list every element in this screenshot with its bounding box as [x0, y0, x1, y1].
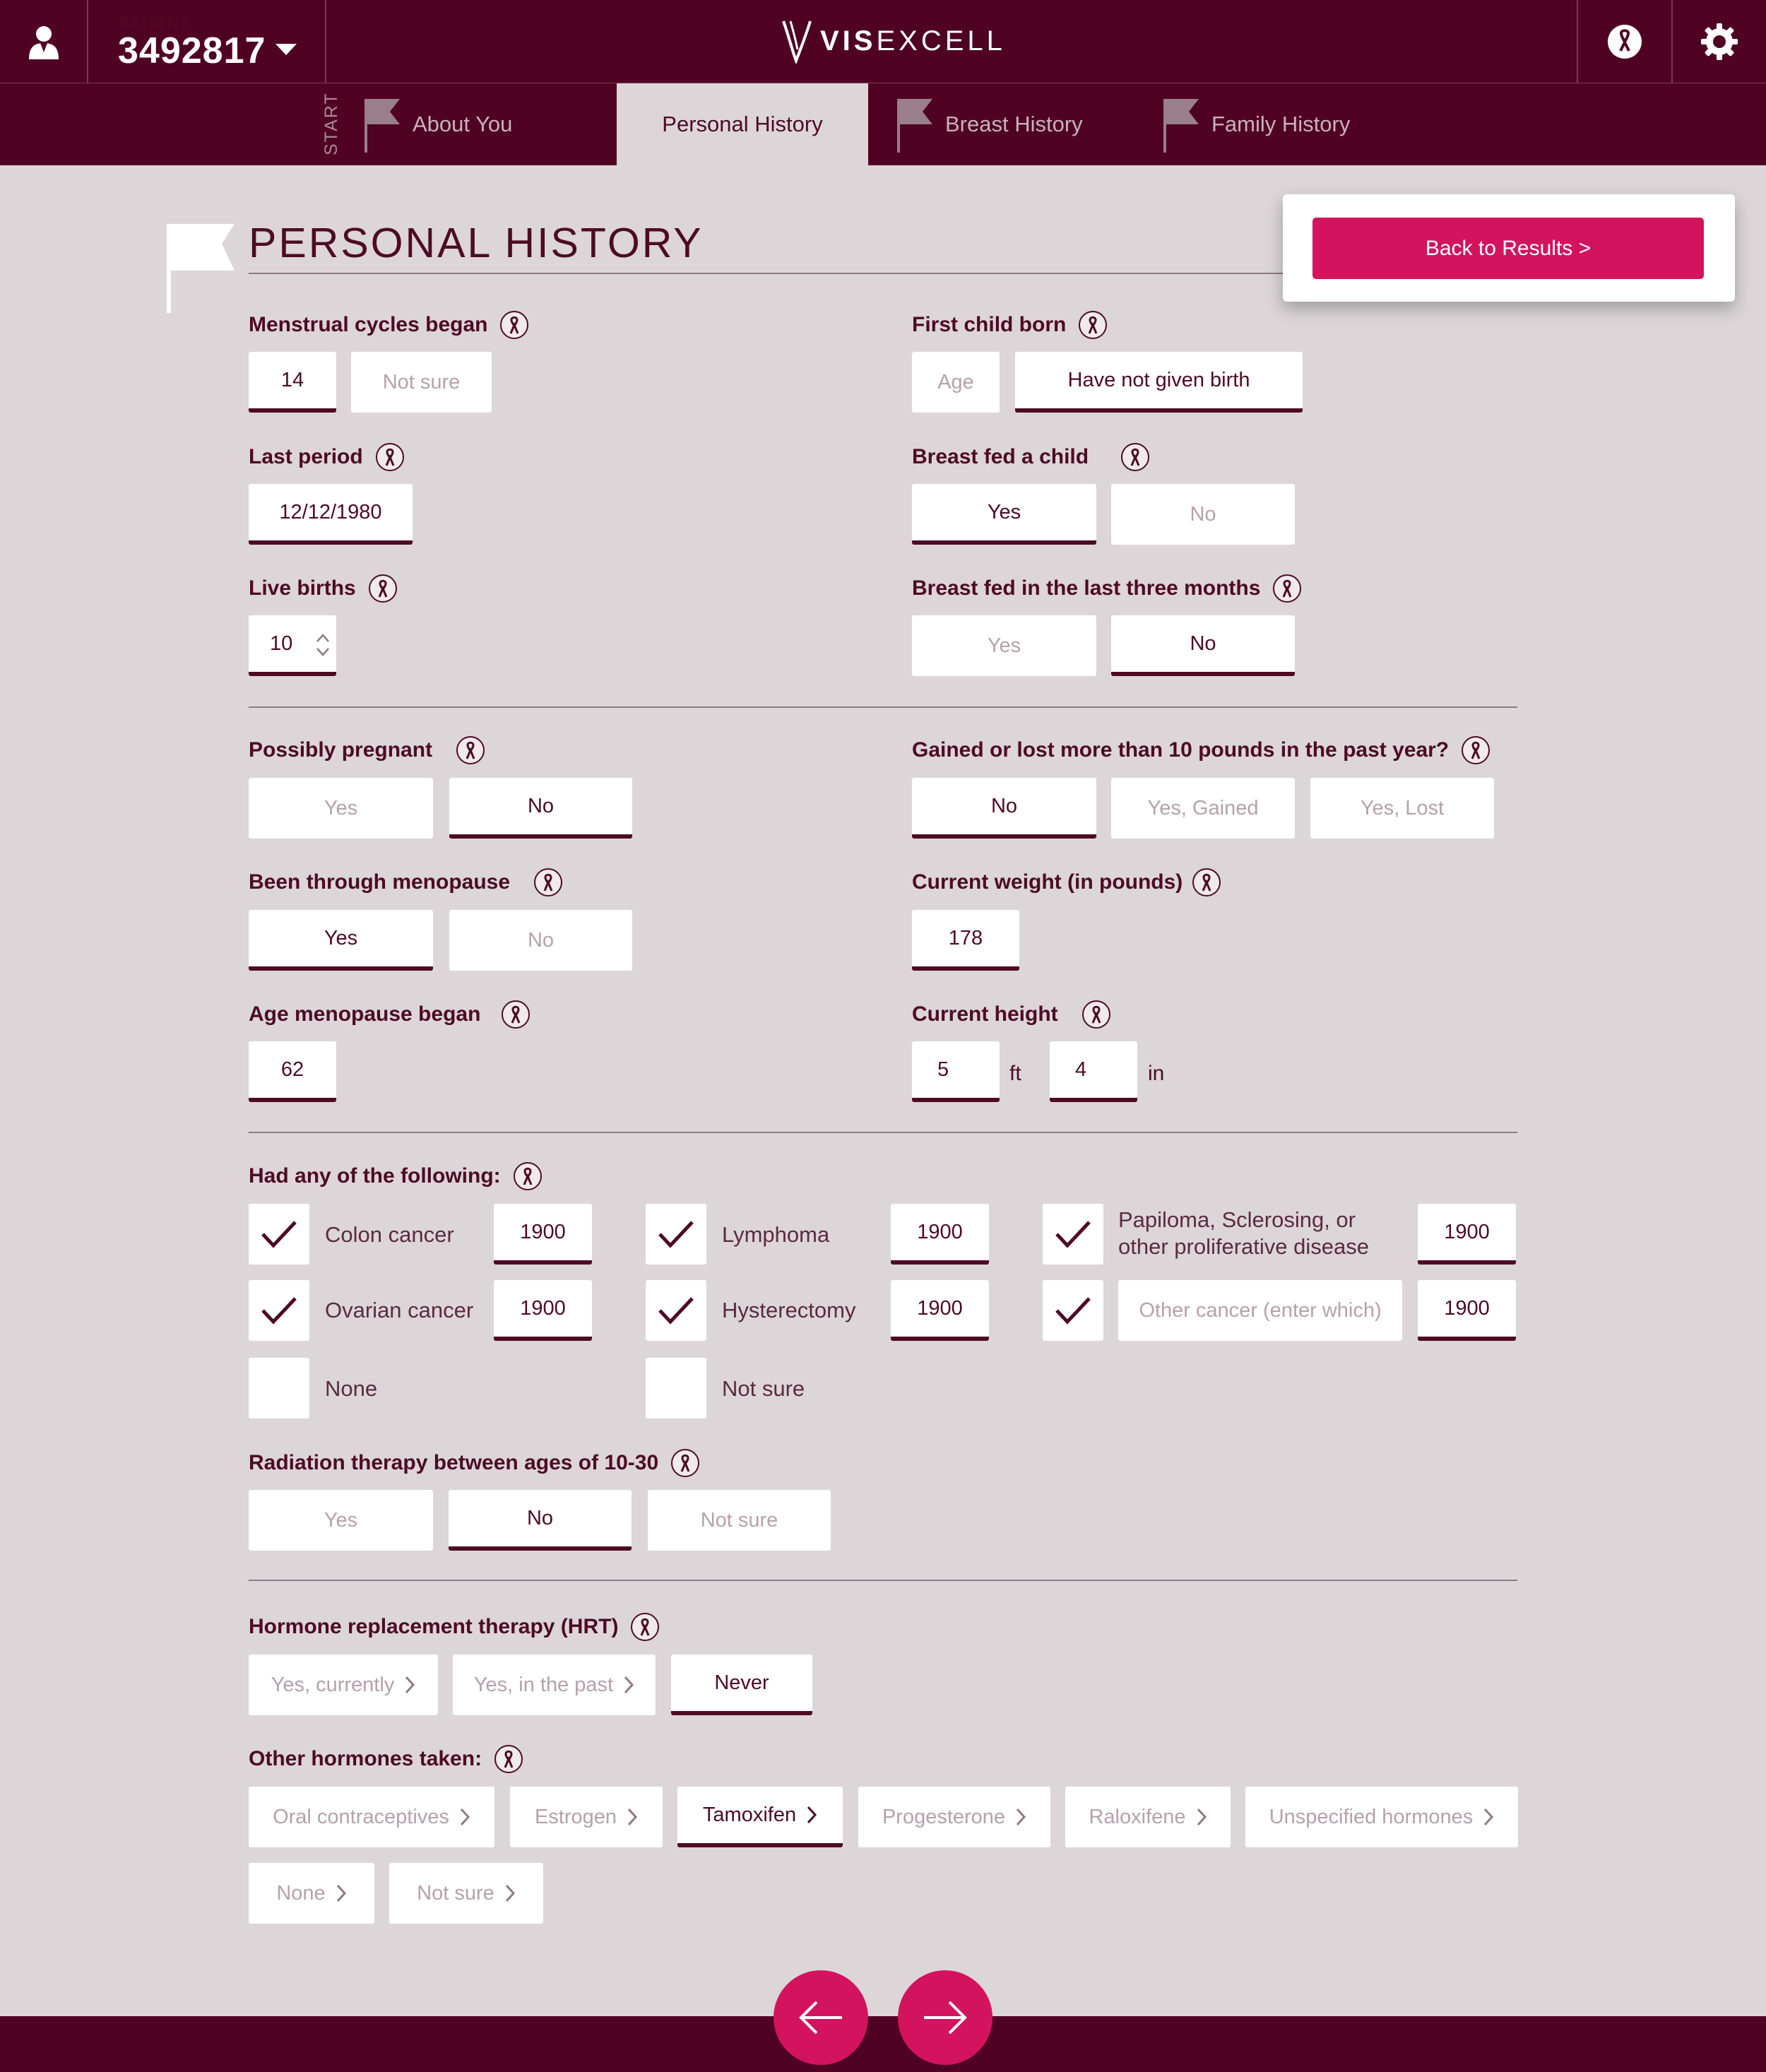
app-logo [781, 18, 1006, 64]
tab-about-you[interactable] [363, 83, 617, 165]
last-period-input[interactable]: 12/12/1980 [249, 484, 413, 545]
label-text: Last period [249, 445, 363, 468]
chevron-right-icon [806, 1805, 817, 1825]
ribbon-help-icon[interactable] [1121, 443, 1149, 471]
pregnant-label [249, 736, 485, 764]
none-label: None [325, 1376, 378, 1401]
colon-cancer-year-input[interactable]: 1900 [494, 1204, 592, 1265]
gear-icon [1700, 22, 1739, 61]
section-flag-icon [165, 221, 236, 313]
hormone-unspecified-button[interactable] [1245, 1787, 1518, 1847]
section-divider [249, 1580, 1517, 1581]
ribbon-help-icon[interactable] [1079, 311, 1107, 339]
tab-bar [0, 83, 1766, 165]
hormone-progesterone-button[interactable] [858, 1787, 1050, 1847]
label-text: Gained or lost more than 10 pounds in the past year? [912, 738, 1450, 762]
colon-cancer-label: Colon cancer [325, 1222, 454, 1247]
ribbon-help-icon[interactable] [376, 443, 404, 471]
hormone-not-sure-button[interactable] [389, 1863, 543, 1924]
tab-label: Breast History [945, 112, 1083, 136]
chevron-down-icon [275, 44, 297, 57]
chevron-right-icon [627, 1807, 638, 1827]
ribbon-help-icon[interactable] [369, 574, 397, 603]
menopause-label [249, 868, 562, 896]
logo-v-icon [781, 18, 813, 64]
papiloma-label-line2: other proliferative disease [1118, 1234, 1369, 1259]
button-label: Raloxifene [1089, 1805, 1186, 1828]
chevron-right-icon [336, 1883, 347, 1903]
label-text: Breast fed a child [912, 445, 1089, 468]
user-icon [28, 24, 60, 59]
radiation-yes-button[interactable]: Yes [249, 1490, 433, 1551]
label-text: Radiation therapy between ages of 10-30 [249, 1451, 659, 1474]
patient-selector[interactable] [88, 0, 326, 83]
ribbon-help-icon[interactable] [631, 1613, 659, 1641]
results-card [1283, 194, 1735, 302]
ovarian-cancer-year-input[interactable]: 1900 [494, 1280, 592, 1341]
hormone-oral-contraceptives-button[interactable] [249, 1787, 494, 1847]
not-given-birth-button[interactable]: Have not given birth [1015, 352, 1303, 413]
weight-lost-button[interactable]: Yes, Lost [1310, 778, 1494, 839]
ribbon-help-icon[interactable] [671, 1449, 699, 1477]
ribbon-help-icon[interactable] [500, 311, 528, 339]
breast-fed-recent-no-button[interactable]: No [1111, 615, 1295, 676]
weight-change-no-button[interactable]: No [912, 778, 1096, 839]
weight-input[interactable]: 178 [912, 910, 1019, 971]
not-sure-label: Not sure [722, 1376, 805, 1401]
arrow-right-icon [923, 2000, 968, 2035]
checkmark-icon [658, 1220, 694, 1248]
other-cancer-input[interactable]: Other cancer (enter which) [1118, 1280, 1402, 1341]
label-text: Live births [249, 576, 356, 600]
ovarian-cancer-label: Ovarian cancer [325, 1298, 474, 1322]
hysterectomy-checkbox[interactable] [646, 1280, 706, 1341]
breast-fed-no-button[interactable]: No [1111, 484, 1295, 545]
other-cancer-checkbox[interactable] [1043, 1280, 1103, 1341]
other-cancer-year-input[interactable]: 1900 [1418, 1280, 1516, 1341]
last-period-label [249, 443, 404, 471]
ribbon-help-icon[interactable] [1273, 574, 1301, 603]
ribbon-help-icon[interactable] [502, 1000, 530, 1029]
chevron-right-icon [1196, 1807, 1207, 1827]
hysterectomy-year-input[interactable]: 1900 [891, 1280, 989, 1341]
settings-button[interactable] [1671, 0, 1766, 83]
button-label: Yes, in the past [473, 1673, 614, 1696]
ribbon-button[interactable] [1577, 0, 1671, 83]
hrt-currently-button[interactable] [249, 1654, 438, 1715]
hormone-none-button[interactable] [249, 1863, 374, 1924]
back-to-results-button[interactable]: Back to Results > [1312, 218, 1704, 279]
weight-change-label [912, 736, 1490, 764]
next-button[interactable] [898, 1970, 992, 2065]
hormone-estrogen-button[interactable] [510, 1787, 663, 1847]
checkmark-icon [1055, 1296, 1091, 1325]
previous-button[interactable] [774, 1970, 868, 2065]
button-label: Estrogen [534, 1805, 617, 1828]
footer-bar [0, 2016, 1766, 2072]
hormone-raloxifene-button[interactable] [1065, 1787, 1231, 1847]
height-inches-input[interactable]: 4 [1050, 1041, 1137, 1102]
breast-fed-label [912, 443, 1149, 471]
live-births-value: 10 [270, 632, 293, 655]
chevron-right-icon [1483, 1807, 1494, 1827]
checkmark-icon [1055, 1220, 1091, 1248]
papiloma-year-input[interactable]: 1900 [1418, 1204, 1516, 1265]
inches-unit: in [1148, 1062, 1165, 1085]
label-text: Current height [912, 1002, 1058, 1026]
colon-cancer-checkbox[interactable] [249, 1204, 309, 1265]
pregnant-yes-button[interactable]: Yes [249, 778, 433, 839]
button-label: Progesterone [882, 1805, 1006, 1828]
flag-icon [363, 96, 403, 153]
menopause-age-label [249, 1000, 530, 1029]
hysterectomy-label: Hysterectomy [722, 1298, 856, 1322]
label-text: Other hormones taken: [249, 1747, 482, 1770]
pregnant-no-button[interactable]: No [449, 778, 632, 839]
label-text: First child born [912, 313, 1067, 336]
conditions-label [249, 1162, 542, 1190]
menopause-age-input[interactable]: 62 [249, 1041, 336, 1102]
menstrual-age-input[interactable]: 14 [249, 352, 336, 413]
lymphoma-label: Lymphoma [722, 1222, 830, 1247]
first-child-age-input[interactable]: Age [912, 352, 1000, 413]
chevron-right-icon [623, 1675, 634, 1695]
button-label: Oral contraceptives [273, 1805, 449, 1828]
label-text: Menstrual cycles began [249, 313, 488, 336]
hormone-tamoxifen-button[interactable] [677, 1787, 843, 1847]
ribbon-help-icon[interactable] [1462, 736, 1490, 764]
page-title: PERSONAL HISTORY [249, 220, 704, 266]
label-text: Hormone replacement therapy (HRT) [249, 1615, 619, 1638]
label-text: Current weight (in pounds) [912, 870, 1183, 894]
label-text: Had any of the following: [249, 1164, 501, 1188]
weight-label [912, 868, 1221, 896]
none-checkbox[interactable] [249, 1358, 309, 1419]
menstrual-not-sure-button[interactable]: Not sure [351, 352, 492, 413]
label-text: Breast fed in the last three months [912, 576, 1261, 600]
label-text: Age menopause began [249, 1002, 481, 1026]
chevron-right-icon [459, 1807, 470, 1827]
ribbon-help-icon[interactable] [534, 868, 562, 896]
other-hormones-label [249, 1745, 523, 1773]
button-label: Not sure [417, 1881, 494, 1905]
live-births-label [249, 574, 397, 603]
papiloma-label [1118, 1207, 1369, 1260]
tab-family-history[interactable] [1162, 83, 1388, 165]
logo-bold: VIS [820, 25, 877, 57]
checkmark-icon [261, 1220, 297, 1248]
button-label: Tamoxifen [702, 1803, 797, 1826]
radiation-not-sure-button[interactable]: Not sure [648, 1490, 831, 1551]
button-label: None [276, 1881, 326, 1905]
not-sure-checkbox[interactable] [646, 1358, 706, 1419]
checkmark-icon [261, 1296, 297, 1325]
breast-fed-recent-yes-button[interactable]: Yes [912, 615, 1096, 676]
tab-label: Family History [1211, 112, 1351, 136]
menstrual-label [249, 311, 528, 339]
patient-label: PATIENT [118, 14, 190, 32]
section-divider [249, 1132, 1517, 1133]
breast-fed-yes-button[interactable]: Yes [912, 484, 1096, 545]
radiation-label [249, 1449, 699, 1477]
stepper-arrows-icon[interactable] [315, 632, 331, 658]
ribbon-help-icon[interactable] [1082, 1000, 1110, 1029]
top-bar [0, 0, 1766, 83]
button-label: Yes, currently [271, 1673, 395, 1696]
ribbon-help-icon[interactable] [1192, 868, 1221, 896]
tab-label: Personal History [662, 112, 823, 136]
label-text: Been through menopause [249, 870, 511, 894]
ribbon-icon [1607, 24, 1642, 59]
chevron-right-icon [1015, 1807, 1026, 1827]
flag-icon [1162, 96, 1202, 153]
label-text: Possibly pregnant [249, 738, 433, 762]
patient-id: 3492817 [118, 30, 266, 71]
tab-label: About You [413, 112, 513, 136]
tab-start-label: START [321, 92, 341, 155]
hrt-past-button[interactable] [453, 1654, 656, 1715]
live-births-stepper[interactable] [249, 615, 336, 676]
breast-fed-recent-label [912, 574, 1301, 603]
checkmark-icon [658, 1296, 694, 1325]
ribbon-help-icon[interactable] [514, 1162, 542, 1190]
feet-unit: ft [1009, 1062, 1021, 1085]
user-button[interactable] [0, 0, 88, 83]
radiation-no-button[interactable]: No [449, 1490, 632, 1551]
ovarian-cancer-checkbox[interactable] [249, 1280, 309, 1341]
menopause-yes-button[interactable]: Yes [249, 910, 433, 971]
papiloma-label-line1: Papiloma, Sclerosing, or [1118, 1207, 1356, 1232]
button-label: Unspecified hormones [1269, 1805, 1474, 1828]
chevron-right-icon [404, 1675, 415, 1695]
first-child-label [912, 311, 1107, 339]
tab-personal-history[interactable] [617, 83, 868, 165]
hrt-never-button[interactable]: Never [671, 1654, 812, 1715]
menopause-no-button[interactable]: No [449, 910, 632, 971]
papiloma-checkbox[interactable] [1043, 1204, 1103, 1265]
tab-breast-history[interactable] [896, 83, 1122, 165]
ribbon-help-icon[interactable] [494, 1745, 523, 1773]
logo-light: EXCELL [876, 25, 1006, 57]
lymphoma-year-input[interactable]: 1900 [891, 1204, 989, 1265]
chevron-right-icon [504, 1883, 516, 1903]
ribbon-help-icon[interactable] [456, 736, 485, 764]
height-feet-input[interactable]: 5 [912, 1041, 1000, 1102]
arrow-left-icon [798, 2000, 843, 2035]
flag-icon [896, 96, 935, 153]
lymphoma-checkbox[interactable] [646, 1204, 706, 1265]
height-label [912, 1000, 1110, 1029]
hrt-label [249, 1613, 659, 1641]
section-divider [249, 706, 1517, 708]
weight-gained-button[interactable]: Yes, Gained [1111, 778, 1295, 839]
